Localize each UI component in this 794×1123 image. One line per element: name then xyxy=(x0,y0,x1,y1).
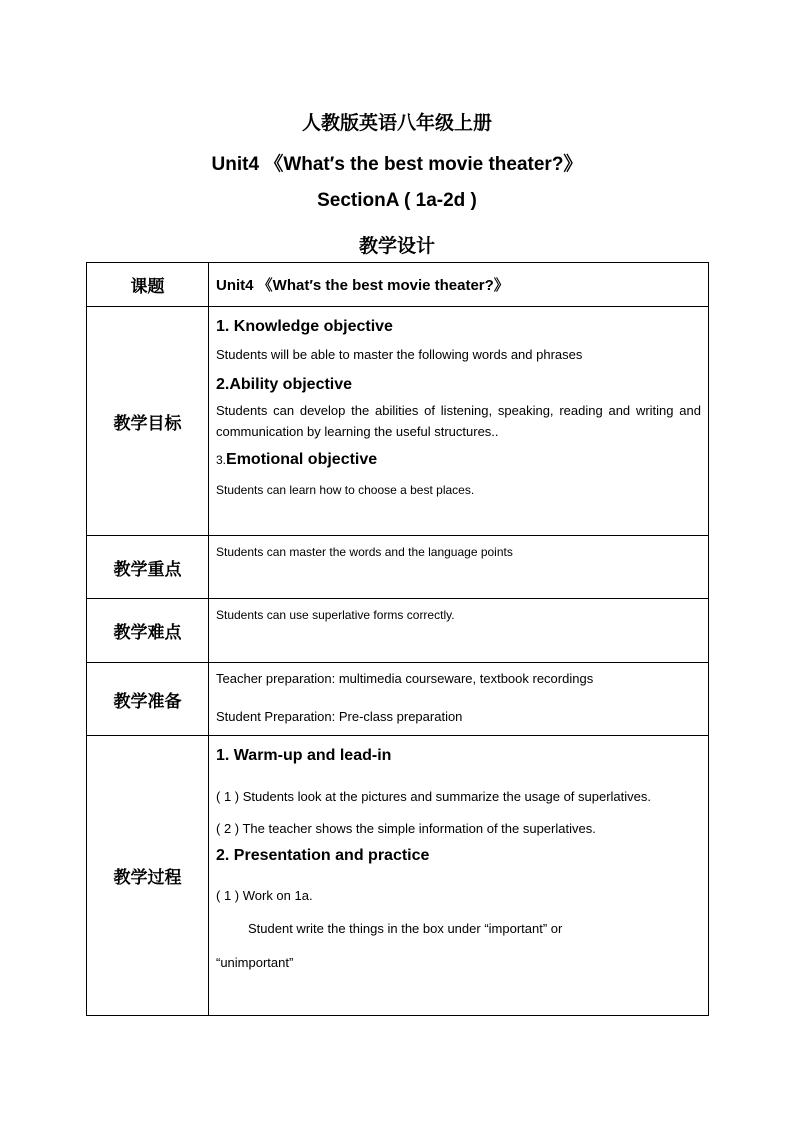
process-step-2: ( 2 ) The teacher shows the simple information of the superlatives. xyxy=(216,821,596,836)
knowledge-objective-heading: 1. Knowledge objective xyxy=(216,318,393,335)
student-preparation-text: Student Preparation: Pre-class preparation xyxy=(216,709,463,724)
difficulties-label: 教学难点 xyxy=(87,599,209,663)
topic-content: Unit4 《What′s the best movie theater?》 xyxy=(216,277,509,294)
key-points-text: Students can master the words and the language points xyxy=(216,545,513,559)
process-step-5: “unimportant” xyxy=(216,955,294,970)
objectives-cell xyxy=(209,307,709,536)
emotional-objective-number: 3. xyxy=(216,453,227,467)
process-step-1: ( 1 ) Students look at the pictures and summarize the usage of superlatives. xyxy=(216,789,652,804)
section-title: SectionA ( 1a-2d ) xyxy=(317,190,477,211)
process-cell xyxy=(209,736,709,1016)
presentation-heading: 2. Presentation and practice xyxy=(216,847,430,864)
emotional-objective-heading xyxy=(216,451,701,469)
difficulties-text: Students can use superlative forms correctly. xyxy=(216,608,455,622)
teacher-preparation-text: Teacher preparation: multimedia courseware, textbook recordings xyxy=(216,671,594,686)
table-row-objectives xyxy=(87,307,709,536)
key-points-label: 教学重点 xyxy=(87,536,209,599)
warm-up-heading: 1. Warm-up and lead-in xyxy=(216,747,392,764)
table-row-process xyxy=(87,736,709,1016)
emotional-objective-title: Emotional objective xyxy=(226,451,378,468)
topic-label: 课题 xyxy=(87,263,209,307)
difficulties-cell xyxy=(209,599,709,663)
knowledge-objective-text: Students will be able to master the following words and phrases xyxy=(216,347,583,362)
topic-cell xyxy=(209,263,709,307)
ability-objective-text: Students can develop the abilities of listening, speaking, reading and writing and communication by learning the useful structures.. xyxy=(216,403,701,439)
document-title: 人教版英语八年级上册 xyxy=(301,113,492,134)
preparation-cell xyxy=(209,663,709,736)
lesson-plan-table xyxy=(86,262,709,1016)
key-points-cell xyxy=(209,536,709,599)
ability-objective-heading: 2.Ability objective xyxy=(216,376,353,393)
table-row-difficulties xyxy=(87,599,709,663)
emotional-objective-text: Students can learn how to choose a best places. xyxy=(216,483,475,497)
process-step-4: Student write the things in the box under “important” or xyxy=(248,921,563,936)
table-row-key-points xyxy=(87,536,709,599)
process-label: 教学过程 xyxy=(87,736,209,1016)
unit-title: Unit4 《What′s the best movie theater?》 xyxy=(211,154,583,175)
table-row-preparation xyxy=(87,663,709,736)
preparation-label: 教学准备 xyxy=(87,663,209,736)
design-title: 教学设计 xyxy=(358,236,435,257)
process-step-3: ( 1 ) Work on 1a. xyxy=(216,888,313,903)
table-row-topic xyxy=(87,263,709,307)
objectives-label: 教学目标 xyxy=(87,307,209,536)
